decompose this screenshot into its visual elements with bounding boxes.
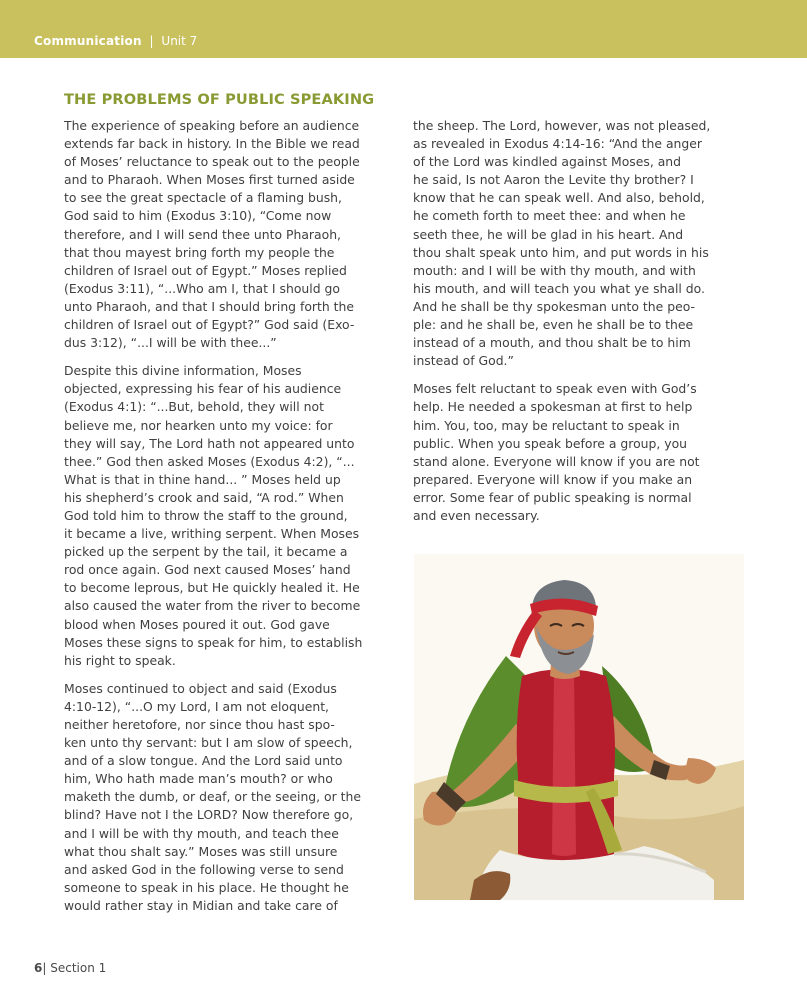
text-line: of the Lord was kindled against Moses, and: [413, 154, 682, 170]
page-number: 6: [34, 961, 43, 975]
course-name: Communication: [34, 34, 142, 48]
footer-separator: |: [42, 961, 47, 975]
text-line: to become leprous, but He quickly healed it. He: [64, 580, 360, 596]
text-line: know that he can speak well. And also, behold,: [413, 190, 705, 206]
text-line: And he shall be thy spokesman unto the peo-: [413, 298, 695, 314]
text-line: unto Pharaoh, and that I should bring forth the: [64, 298, 355, 314]
text-line: and of a slow tongue. And the Lord said unto: [64, 753, 343, 769]
text-line: to see the great spectacle of a flaming bush,: [64, 190, 342, 206]
text-line: prepared. Everyone will know if you make an: [413, 471, 693, 487]
text-line: picked up the serpent by the tail, it became a: [64, 544, 348, 560]
text-line: help. He needed a spokesman at first to help: [413, 399, 693, 415]
text-line: public. When you speak before a group, you: [413, 435, 688, 451]
text-line: his mouth, and will teach you what ye shall do.: [413, 280, 705, 296]
unit-label: Unit 7: [161, 34, 198, 48]
text-line: and I will be with thy mouth, and teach thee: [64, 825, 339, 841]
paragraph: [413, 380, 747, 525]
text-line: (Exodus 3:11), “...Who am I, that I should go: [64, 280, 340, 296]
text-line: rod once again. God next caused Moses’ hand: [64, 562, 351, 578]
right-column: [413, 117, 747, 535]
text-line: children of Israel out of Egypt?” God said (Exo-: [64, 317, 355, 333]
text-line: instead of a mouth, and thou shalt be to him: [413, 335, 691, 351]
text-line: ken unto thy servant: but I am slow of speech,: [64, 735, 353, 751]
left-column: [64, 117, 400, 925]
text-line: blind? Have not I the LORD? Now therefore go,: [64, 807, 354, 823]
paragraph: [64, 680, 400, 915]
text-line: Moses these signs to speak for him, to establish: [64, 634, 363, 650]
text-line: (Exodus 4:1): “...But, behold, they will not: [64, 399, 324, 415]
text-line: his right to speak.: [64, 652, 176, 668]
header-band: [0, 0, 807, 58]
text-line: maketh the dumb, or deaf, or the seeing, or the: [64, 789, 361, 805]
text-line: dus 3:12), “...I will be with thee...”: [64, 335, 277, 351]
text-line: stand alone. Everyone will know if you are not: [413, 453, 700, 469]
text-line: he said, Is not Aaron the Levite thy brother? I: [413, 172, 694, 188]
text-line: ple: and he shall be, even he shall be to thee: [413, 317, 694, 333]
text-line: objected, expressing his fear of his audience: [64, 381, 342, 397]
text-line: Moses continued to object and said (Exodus: [64, 680, 337, 696]
text-line: it became a live, writhing serpent. When Moses: [64, 526, 360, 542]
text-line: blood when Moses poured it out. God gave: [64, 616, 330, 632]
text-line: him. You, too, may be reluctant to speak in: [413, 417, 680, 433]
text-line: The experience of speaking before an audience: [64, 118, 360, 133]
text-line: God told him to throw the staff to the ground,: [64, 507, 348, 523]
paragraph: [64, 362, 400, 670]
page-footer: [34, 961, 106, 975]
text-line: would rather stay in Midian and take care of: [64, 897, 338, 913]
text-line: Moses felt reluctant to speak even with God’s: [413, 381, 697, 397]
article-title: THE PROBLEMS OF PUBLIC SPEAKING: [64, 91, 375, 108]
text-line: of Moses’ reluctance to speak out to the people: [64, 154, 360, 170]
text-line: him, Who hath made man’s mouth? or who: [64, 771, 333, 787]
text-line: instead of God.”: [413, 353, 514, 369]
text-line: seeth thee, he will be glad in his heart. And: [413, 226, 684, 242]
text-line: error. Some fear of public speaking is normal: [413, 489, 692, 505]
text-line: thee.” God then asked Moses (Exodus 4:2), “...: [64, 453, 355, 469]
text-line: the sheep. The Lord, however, was not pleased,: [413, 118, 711, 133]
text-line: and to Pharaoh. When Moses first turned aside: [64, 172, 355, 188]
text-line: neither heretofore, nor since thou hast spo-: [64, 717, 335, 732]
text-line: he cometh forth to meet thee: and when he: [413, 208, 686, 224]
section-label: Section 1: [50, 961, 107, 975]
text-line: thou shalt speak unto him, and put words in his: [413, 244, 709, 260]
text-line: 4:10-12), “...O my Lord, I am not eloquent,: [64, 698, 329, 714]
text-line: that thou mayest bring forth my people the: [64, 244, 335, 260]
text-line: and even necessary.: [413, 507, 540, 523]
text-line: God said to him (Exodus 3:10), “Come now: [64, 208, 332, 224]
moses-illustration: [414, 554, 744, 900]
text-line: as revealed in Exodus 4:14-16: “And the anger: [413, 136, 702, 152]
paragraph: [64, 117, 400, 352]
text-line: believe me, nor hearken unto my voice: for: [64, 417, 333, 433]
text-line: and asked God in the following verse to send: [64, 861, 344, 877]
text-line: extends far back in history. In the Bible we read: [64, 136, 360, 152]
paragraph: [413, 117, 747, 370]
text-line: they will say, The Lord hath not appeared unto: [64, 435, 355, 451]
moses-icon: [414, 554, 744, 900]
text-line: therefore, and I will send thee unto Pharaoh,: [64, 226, 341, 242]
text-line: children of Israel out of Egypt.” Moses replied: [64, 262, 347, 278]
text-line: his shepherd’s crook and said, “A rod.” When: [64, 489, 344, 505]
text-line: what thou shalt say.” Moses was still unsure: [64, 843, 338, 859]
text-line: Despite this divine information, Moses: [64, 363, 302, 379]
text-line: mouth: and I will be with thy mouth, and with: [413, 262, 696, 278]
text-line: someone to speak in his place. He thought he: [64, 879, 349, 895]
text-line: What is that in thine hand... ” Moses held up: [64, 471, 341, 487]
header-separator: |: [149, 34, 154, 48]
running-header: [34, 34, 197, 48]
text-line: also caused the water from the river to become: [64, 598, 361, 614]
